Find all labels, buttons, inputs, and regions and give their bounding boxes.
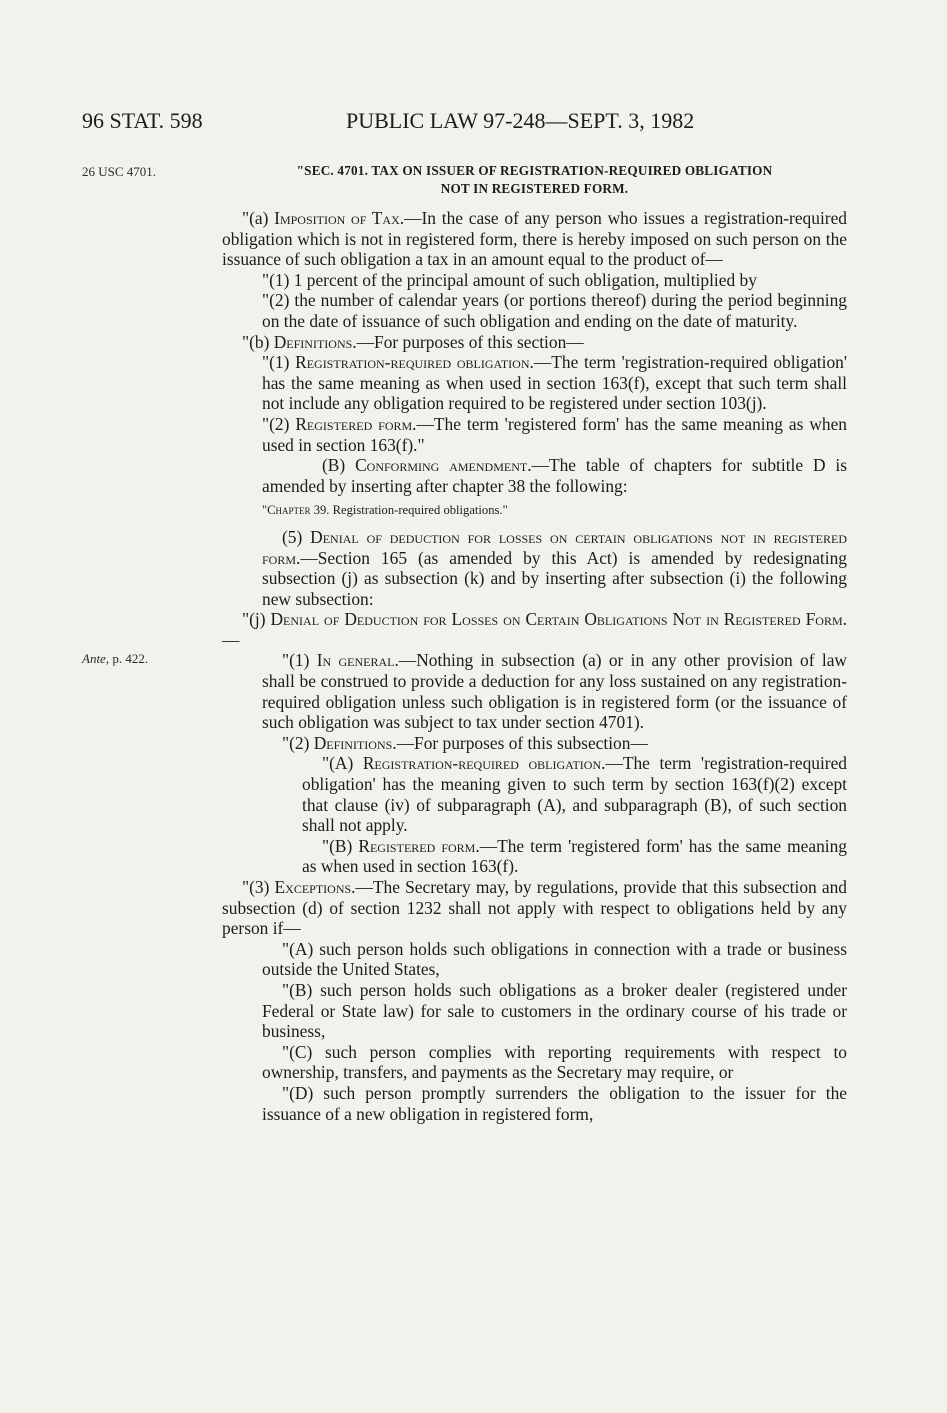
caption: Registration-required obligation. [295, 352, 534, 373]
text: 39. Registration-required obligations." [310, 503, 508, 518]
section-heading-line2: NOT IN REGISTERED FORM. [440, 181, 629, 196]
ante-page: p. 422. [109, 651, 149, 666]
paragraph-a1 [222, 270, 847, 291]
paragraph-conforming-amendment [222, 455, 847, 496]
text: —Section 165 (as amended by this Act) is amended by redesignating subsection (j) as subsection (k) and by inserting after subsection (i) the following new subsection: [262, 547, 847, 609]
paragraph-a [222, 208, 847, 270]
lead: "(b) [242, 331, 274, 352]
paragraph-j2B [222, 836, 847, 877]
paragraph-j [222, 609, 847, 650]
paragraph-5 [222, 527, 847, 609]
paragraph-j1 [222, 650, 847, 732]
text: "(A) such person holds such obligations in connection with a trade or business outside the United States, [262, 938, 847, 980]
paragraph-j2A [222, 753, 847, 835]
ante-italic: Ante, [82, 651, 110, 666]
caption: Conforming amendment. [355, 455, 532, 476]
paragraph-j3 [222, 877, 847, 939]
text: —Nothing in subsection (a) or in any other provision of law shall be construed to provide a deduction for any loss sustained on any registration-required obligation unless such obligation is in registered form (or the issuance of such obligation was subject to tax under section 4701). [262, 650, 847, 733]
text: "(D) such person promptly surrenders the obligation to the issuer for the issuance of a new obligation in registered form, [262, 1082, 847, 1124]
text: "(B) such person holds such obligations as a broker dealer (registered under Federal or State law) for sale to customers in the ordinary course of his trade or business, [262, 979, 847, 1042]
paragraph-j3C [222, 1042, 847, 1083]
lead: "(a) [242, 208, 275, 228]
paragraph-a2 [222, 290, 847, 331]
lead: "(1) [262, 352, 296, 373]
caption: Definitions. [273, 331, 357, 352]
stat-reference: 96 STAT. 598 [82, 108, 203, 133]
lead: "(2) [282, 732, 314, 753]
paragraph-j3A [222, 939, 847, 980]
caption: Registered form. [295, 413, 417, 434]
chapter-table-entry [222, 500, 847, 521]
caption: Denial of deduction for losses on certain obligations not in registered form. [262, 526, 847, 568]
text: —For purposes of this section— [356, 331, 584, 352]
text: —The term 'registered form' has the same meaning as when used in section 163(f). [302, 835, 848, 877]
paragraph-j3D [222, 1083, 847, 1124]
caption: "Chapter [262, 503, 311, 518]
paragraph-j3B [222, 980, 847, 1042]
margin-note-ante [82, 651, 148, 667]
lead: "(B) [322, 835, 359, 856]
running-head [82, 108, 862, 138]
paragraph-j2 [222, 733, 847, 754]
lead: (5) [282, 526, 311, 547]
text: "(1) 1 percent of the principal amount of such obligation, multiplied by [262, 269, 757, 290]
paragraph-b2 [222, 414, 847, 455]
text: —The term 'registration-required obligation' has the same meaning as when used in section 163(f), except that such term shall not include any obligation required to be registered under section 103(j). [262, 352, 847, 414]
text: — [222, 629, 240, 650]
caption: Registered form. [358, 835, 480, 856]
caption: Exceptions. [274, 877, 356, 897]
paragraph-b [222, 332, 847, 353]
text: —In the case of any person who issues a registration-required obligation which is not in registered form, there is hereby imposed on such person on the issuance of such obligation a tax in an amount equal to the product of— [222, 208, 847, 270]
paragraph-b1 [222, 352, 847, 414]
margin-note-usc: 26 USC 4701. [82, 164, 157, 179]
section-heading-line1: "SEC. 4701. TAX ON ISSUER OF REGISTRATION-REQUIRED OBLIGATION [296, 163, 773, 178]
text: —The Secretary may, by regulations, provide that this subsection and subsection (d) of section 1232 shall not apply with respect to obligations held by any person if— [222, 877, 847, 939]
section-heading [222, 162, 847, 198]
text: —The term 'registered form' has the same meaning as when used in section 163(f)." [262, 413, 847, 455]
text: —The table of chapters for subtitle D is amended by inserting after chapter 38 the following: [262, 455, 847, 496]
caption: In general. [316, 650, 399, 671]
caption: Registration-required obligation. [362, 753, 606, 774]
text: —The term 'registration-required obligation' has the meaning given to such term by section 163(f)(2) except that clause (iv) of subparagraph (A), and subparagraph (B), of such section shall not apply. [302, 753, 847, 836]
section-body [222, 162, 847, 1124]
lead: "(2) [262, 413, 296, 434]
lead: "(1) [282, 650, 317, 671]
caption: Denial of Deduction for Losses on Certain Obligations Not in Registered Form. [270, 609, 847, 630]
lead: "(j) [242, 609, 271, 630]
lead: "(3) [242, 877, 275, 897]
law-title: PUBLIC LAW 97-248—SEPT. 3, 1982 [346, 108, 695, 133]
lead: "(A) [322, 753, 363, 774]
caption: Definitions. [313, 732, 397, 753]
lead: (B) [322, 455, 356, 476]
text: "(2) the number of calendar years (or portions thereof) during the period beginning on the date of issuance of such obligation and ending on the date of maturity. [262, 290, 847, 331]
text: "(C) such person complies with reporting requirements with respect to ownership, transfers, and payments as the Secretary may require, or [262, 1041, 847, 1083]
caption: Imposition of Tax. [274, 208, 405, 228]
text: —For purposes of this subsection— [396, 732, 648, 753]
